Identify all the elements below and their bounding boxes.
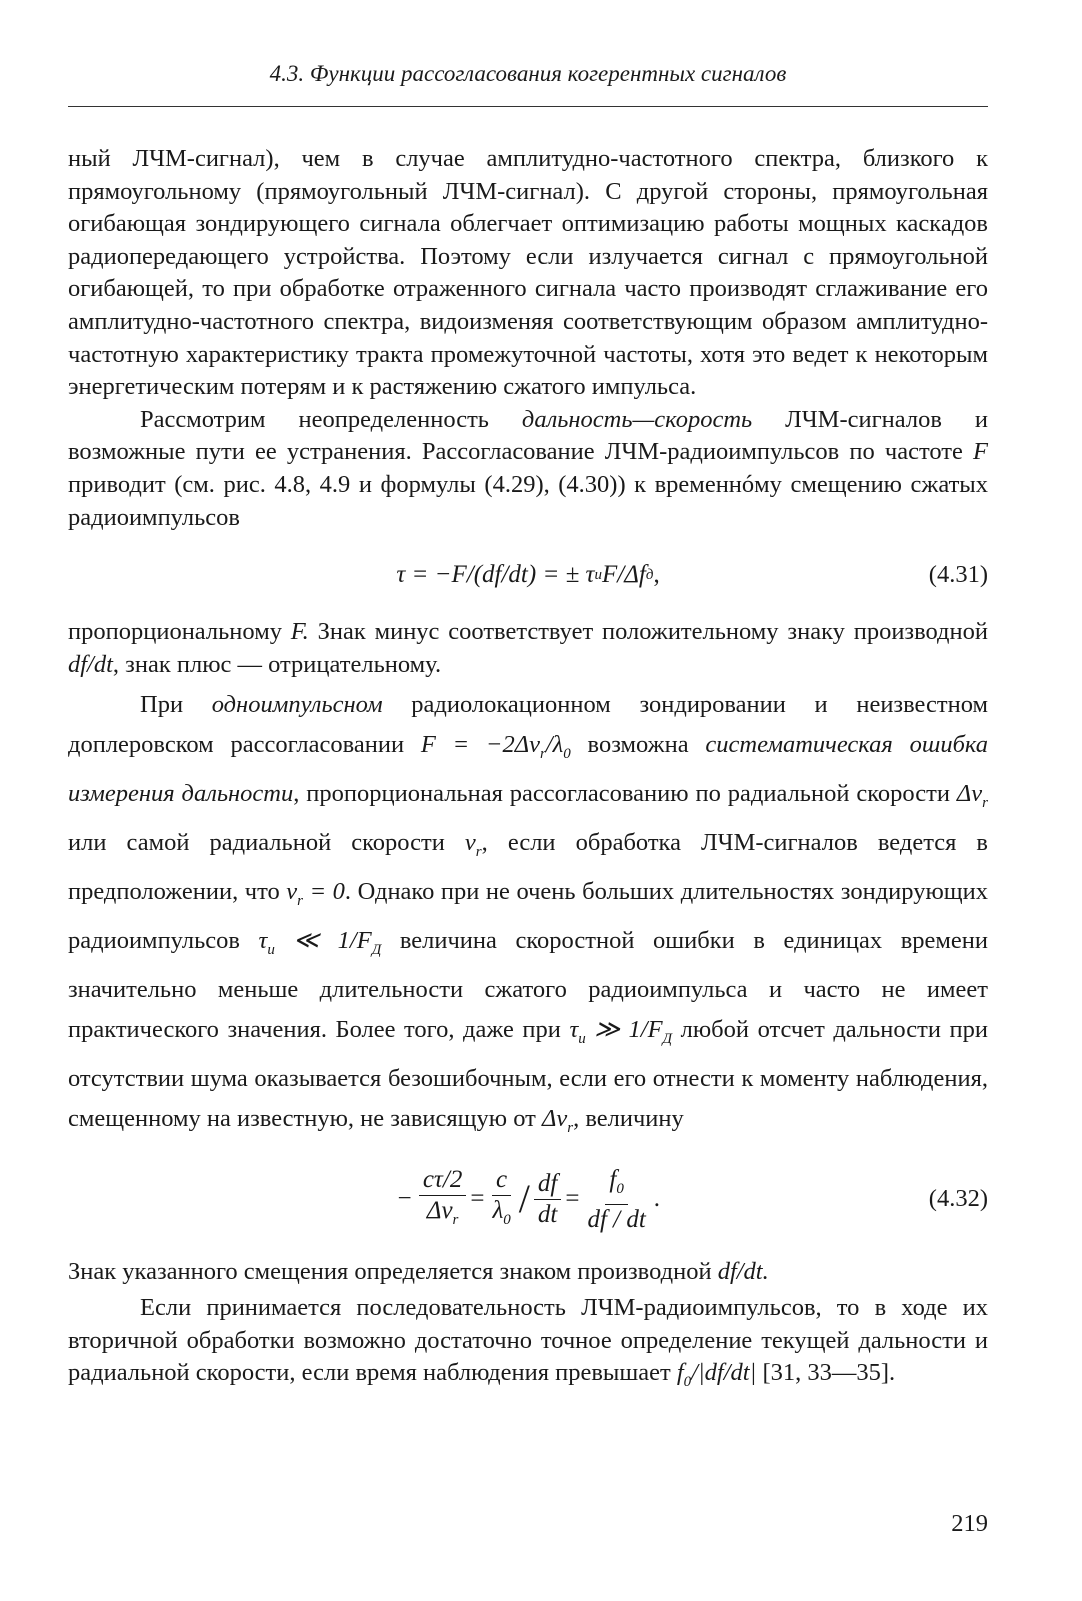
equation-4-32: − $\frac{c\tau/2}{\Delta v_r}$ = $\frac{c}{\lambda_0}$ / $\frac{df}{dt}$ = $\frac{f_0}{df / dt}$ . (4.32) [395,1165,988,1233]
paragraph-4: При одноимпульсном радиолокационном зондировании и неизвестном доплеровском рассогласовании $F = -2\Delta v_r/\lambda_0$ возможна систематическая ошибка измерения дальности, пропорциональная рассогласованию по радиальной скорости $\Delta v_r$ или самой радиальной скорости $v_r$, если обработка ЛЧМ-сигналов ведется в предположении, что $v_r = 0$. Однако при не очень больших длительностях зондирующих радиоимпульсов $\tau_и$ ≪ $1/F_Д$ величина скоростной ошибки в единицах времени значительно меньше длительности сжатого радиоимпульса и часто не имеет практического значения. Более того, даже при $\tau_и$ ≫ $1/F_Д$ любой отсчет дальности при отсутствии шума оказывается безошибочным, если его отнести к моменту наблюдения, смещенному на известную, не зависящую от $\Delta v_r$, величину [68,691,988,1136]
paragraph-2: Рассмотрим неопределенность дальность—скорость ЛЧМ-сигналов и возможные пути ее устранения. Рассогласование ЛЧМ-радиоимпульсов по частоте F приводит (см. рис. 4.8, 4.9 и формулы (4.29), (4.30)) к временнóму смещению сжатых радиоимпульсов [68,405,988,531]
paragraph-1: ный ЛЧМ-сигнал), чем в случае амплитудно-частотного спектра, близкого к прямоугольному (прямоугольный ЛЧМ-сигнал). С другой стороны, прямоугольная огибающая зондирующего сигнала облегчает оптимизацию работы мощных каскадов радиопередающего устройства. Поэтому если излучается сигнал с прямоугольной огибающей, то при обработке отраженного сигнала часто производят сглаживание его амплитудно-частотного спектра, видоизменяя соответствующим образом амплитудно-частотную характеристику тракта промежуточной частоты, хотя это ведет к некоторым энергетическим потерям и к растяжению сжатого импульса. [68,145,988,401]
paragraph-5: Знак указанного смещения определяется знаком производной df/dt. [68,1257,769,1285]
header-rule [68,106,988,107]
equation-number: (4.31) [928,560,988,588]
emphasis-range-velocity: дальность—скорость [521,405,753,433]
paragraph-3: пропорциональному F. Знак минус соответствует положительному знаку производной df/dt, знак плюс — отрицательному. [68,618,988,678]
equation-number: (4.32) [928,1185,988,1213]
math-doppler: $F = -2\Delta v_r/\lambda_0$ [420,731,571,763]
running-header: 4.3. Функции рассогласования когерентных сигналов [269,61,787,86]
body-text [68,143,988,1399]
page [68,52,988,1399]
paragraph-6: Если принимается последовательность ЛЧМ-радиоимпульсов, то в ходе их вторичной обработки возможно достаточно точное определение текущей дальности и радиальной скорости, если время наблюдения превышает $f_0/|df/dt|$ [31, 33—35]. [68,1294,988,1391]
page-number: 219 [951,1510,988,1537]
equation-4-31: τ = −F/(df/dt) = ± τ и F/Δf д , (4.31) [68,534,988,616]
